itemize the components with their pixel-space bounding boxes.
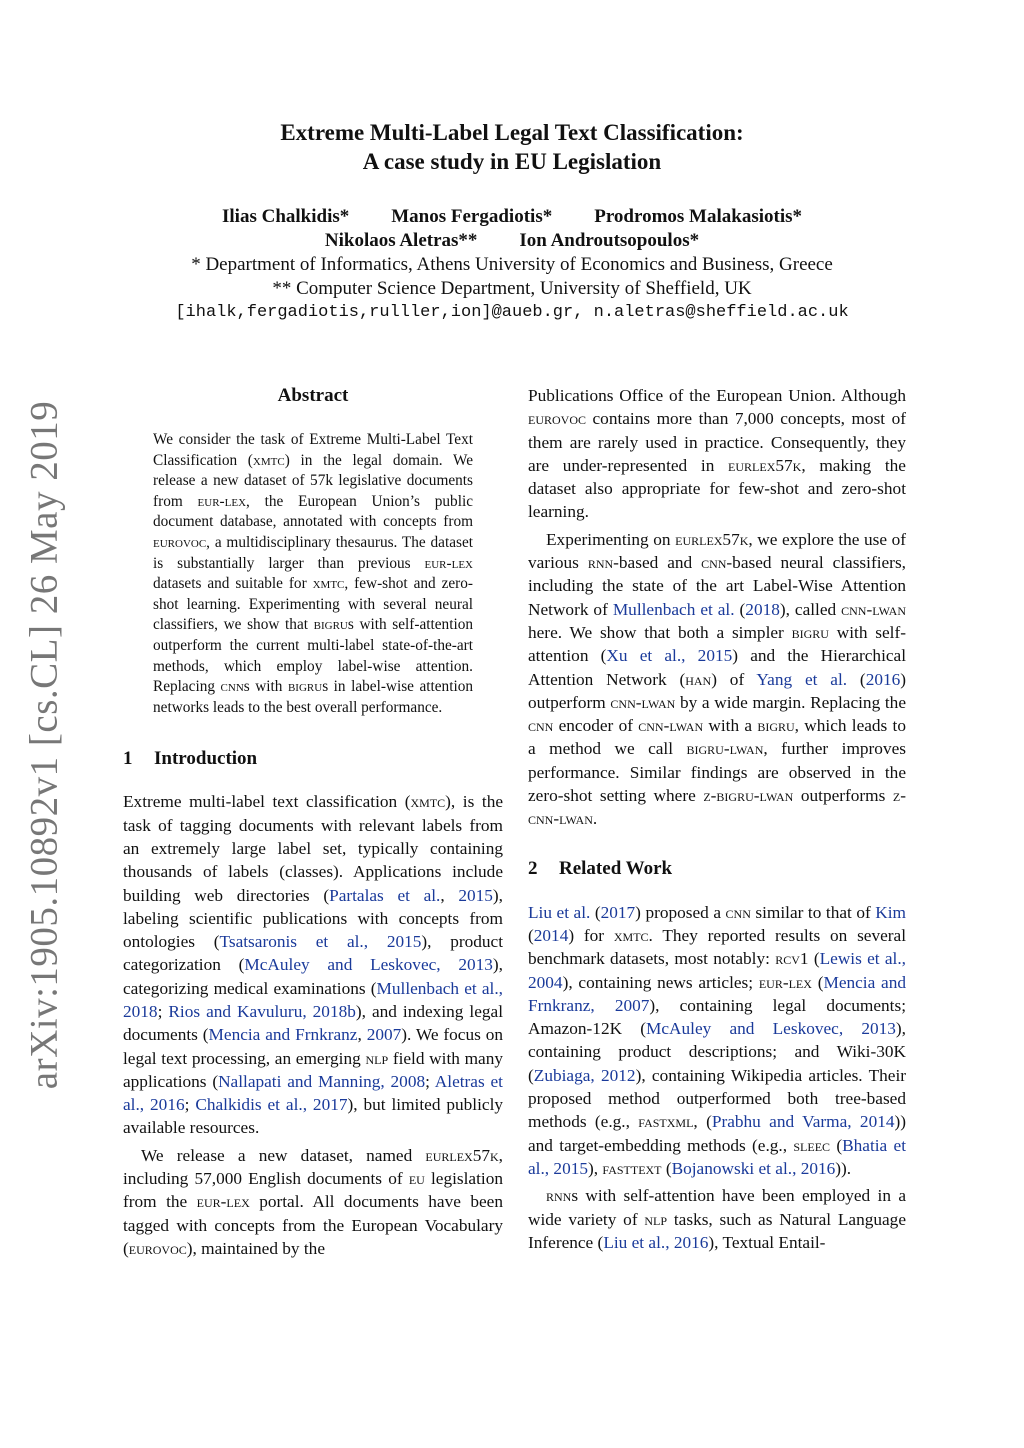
author-block [120, 205, 904, 325]
citation-link[interactable]: Mullenbach et al., 2018 [123, 978, 503, 1021]
author-name: Ilias Chalkidis* [222, 206, 350, 227]
title-line-2: A case study in EU Legislation [362, 149, 662, 174]
paper-title [150, 118, 874, 176]
left-column [123, 380, 503, 1260]
citation-link[interactable]: 2014 [533, 925, 569, 945]
citation-link[interactable]: Liu et al., 2016 [603, 1232, 709, 1252]
citation-link[interactable]: Tsatsaronis et al., 2015 [219, 932, 422, 952]
title-line-1: Extreme Multi-Label Legal Text Classification: [280, 120, 744, 145]
author-name: Manos Fergadiotis* [391, 206, 553, 227]
citation-link[interactable]: 2016 [865, 669, 901, 689]
author-row-1 [120, 205, 904, 229]
author-name: Prodromos Malakasiotis* [594, 206, 802, 227]
citation-link[interactable]: Yang et al. [756, 669, 848, 689]
citation-link[interactable]: Bojanowski et al., 2016 [671, 1158, 836, 1178]
citation-link[interactable]: Prabhu and Varma, 2014 [711, 1112, 895, 1132]
citation-link[interactable]: 2017 [600, 902, 636, 922]
author-emails: [ihalk,fergadiotis,rulller,ion]@aueb.gr, n.aletras@sheffield.ac.uk [175, 303, 849, 322]
arxiv-identifier: arXiv:1905.10892v1 [cs.CL] 26 May 2019 [22, 400, 66, 1090]
arxiv-sidebar-stamp [14, 400, 74, 1090]
citation-link[interactable]: Chalkidis et al., 2017 [195, 1095, 348, 1115]
citation-link[interactable]: Bhatia et al., 2015 [528, 1135, 907, 1178]
author-name: Nikolaos Aletras** [324, 230, 478, 251]
affiliation-sheffield: ** Computer Science Department, University of Sheffield, UK [272, 278, 752, 299]
citation-link[interactable]: Mencia and Frnkranz [208, 1025, 358, 1045]
citation-link[interactable]: Aletras et al., 2016 [123, 1071, 503, 1115]
citation-link[interactable]: Zubiaga, 2012 [533, 1065, 636, 1085]
citation-link[interactable]: 2007 [366, 1025, 402, 1045]
citation-link[interactable]: Mullenbach et al. [612, 599, 735, 619]
abstract-heading: Abstract [277, 385, 349, 406]
right-column [528, 380, 906, 1254]
citation-link[interactable]: 2018 [745, 599, 780, 619]
affiliation-athens: * Department of Informatics, Athens University of Economics and Business, Greece [191, 254, 833, 275]
citation-link[interactable]: Xu et al., 2015 [606, 646, 733, 666]
related-paragraph-2: rnns with self-attention have been employed in a wide variety of nlp tasks, such as Natural Language Inference (Liu et al., 2016), Textual Entail- [528, 1186, 906, 1252]
citation-link[interactable]: McAuley and Leskovec, 2013 [646, 1019, 896, 1039]
citation-link[interactable]: Rios and Kavuluru, 2018b [168, 1001, 356, 1021]
author-name: Ion Androutsopoulos* [519, 230, 700, 251]
intro-paragraph-2-continued: Publications Office of the European Union. Although eurovoc contains more than 7,000 concepts, most of them are rarely used in practice. Consequently, they are under-represented in eurlex57k, making the dataset also appropriate for few-shot and zero-shot learning. [528, 386, 906, 522]
intro-paragraph-2: We release a new dataset, named eurlex57k, including 57,000 English documents of eu legislation from the eur-lex portal. All documents have been tagged with concepts from the European Vocabulary (eurovoc), maintained by the [123, 1145, 503, 1258]
citation-link[interactable]: Kim [875, 902, 906, 922]
citation-link[interactable]: Nallapati and Manning, 2008 [218, 1071, 426, 1091]
citation-link[interactable]: Mencia and Frnkranz, 2007 [528, 972, 906, 1015]
abstract-text: We consider the task of Extreme Multi-Label Text Classification (xmtc) in the legal domain. We release a new dataset of 57k legislative documents from eur-lex, the European Union’s public document database, annotated with concepts from eurovoc, a multidisciplinary thesaurus. The dataset is substantially larger than previous eur-lex datasets and suitable for xmtc, few-shot and zero-shot learning. Experimenting with several neural classifiers, we show that bigrus with self-attention outperform the current multi-label state-of-the-art methods, which employ label-wise attention. Replacing cnns with bigrus in label-wise attention networks leads to the best overall performance. [153, 431, 473, 716]
citation-link[interactable]: McAuley and Leskovec, 2013 [244, 955, 493, 975]
section-heading-introduction: 1 Introduction [123, 748, 258, 770]
intro-paragraph-1: Extreme multi-label text classification (xmtc), is the task of tagging documents with relevant labels from an extremely large label set, typically containing thousands of labels (classes). Applications include building web directories (Partalas et al., 2015), labeling scientific publications with concepts from ontologies (Tsatsaronis et al., 2015), product categorization (McAuley and Leskovec, 2013), categorizing medical examinations (Mullenbach et al., 2018; Rios and Kavuluru, 2018b), and indexing legal documents (Mencia and Frnkranz, 2007). We focus on legal text processing, an emerging nlp field with many applications (Nallapati and Manning, 2008; Aletras et al., 2016; Chalkidis et al., 2017), but limited publicly available resources. [123, 792, 504, 1138]
citation-link[interactable]: Lewis et al., 2004 [528, 949, 906, 992]
author-row-2 [120, 229, 904, 253]
section-heading-related-work: 2 Related Work [528, 857, 673, 879]
intro-paragraph-3: Experimenting on eurlex57k, we explore the use of various rnn-based and cnn-based neural classifiers, including the state of the art Label-Wise Attention Network of Mullenbach et al. (2018), called cnn-lwan here. We show that both a simpler bigru with self-attention (Xu et al., 2015) and the Hierarchical Attention Network (han) of Yang et al. (2016) outperform cnn-lwan by a wide margin. Replacing the cnn encoder of cnn-lwan with a bigru, which leads to a method we call bigru-lwan, further improves performance. Similar findings are observed in the zero-shot setting where z-bigru-lwan outperforms z-cnn-lwan. [528, 529, 907, 829]
citation-link[interactable]: 2015 [458, 885, 493, 905]
citation-link[interactable]: Liu et al. [528, 902, 591, 922]
citation-link[interactable]: Partalas et al. [329, 885, 441, 905]
related-paragraph-1: Liu et al. (2017) proposed a cnn similar to that of Kim (2014) for xmtc. They reported results on several benchmark datasets, most notably: rcv1 (Lewis et al., 2004), containing news articles; eur-lex (Mencia and Frnkranz, 2007), containing legal documents; Amazon-12K (McAuley and Leskovec, 2013), containing product descriptions; and Wiki-30K (Zubiaga, 2012), containing Wikipedia articles. Their proposed method outperformed both tree-based methods (e.g., fastxml, (Prabhu and Varma, 2014)) and target-embedding methods (e.g., sleec (Bhatia et al., 2015), fasttext (Bojanowski et al., 2016)). [528, 902, 907, 1178]
